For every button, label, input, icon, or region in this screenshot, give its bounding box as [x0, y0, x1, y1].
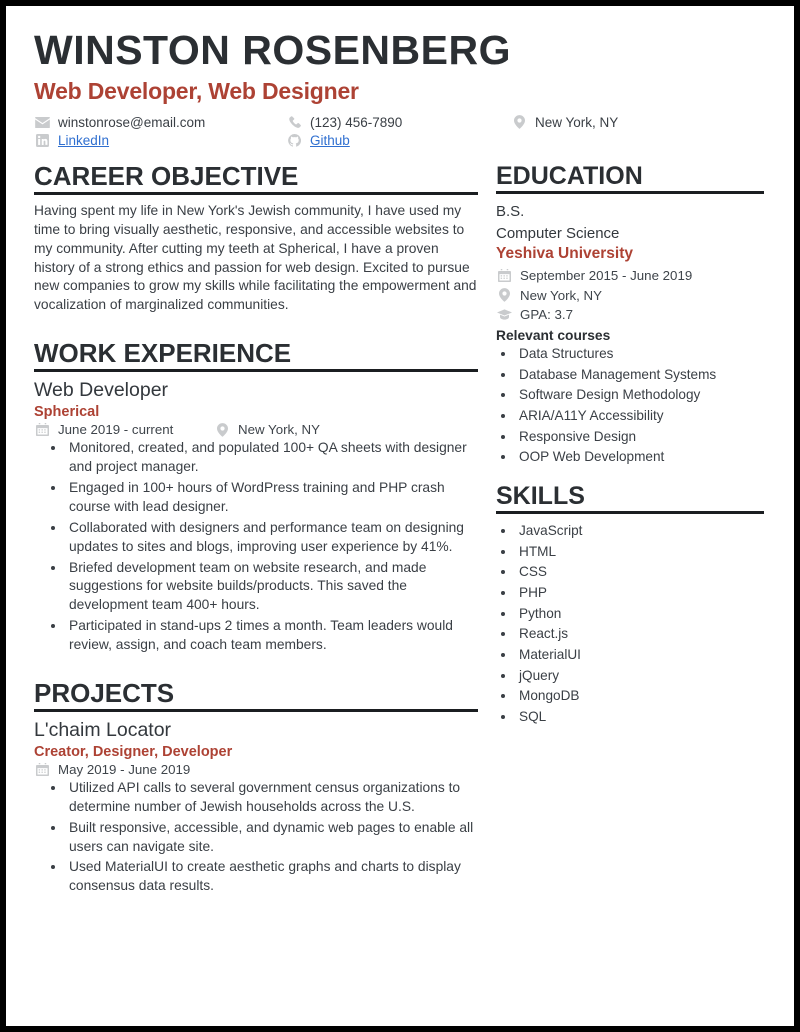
education-gpa: GPA: 3.7 — [520, 306, 573, 322]
list-item: • PHP — [516, 583, 764, 604]
skills-list — [496, 521, 764, 728]
section-skills — [496, 482, 764, 728]
contact-phone — [286, 115, 511, 130]
resume-body — [34, 162, 766, 898]
education-dates: September 2015 - June 2019 — [520, 268, 693, 284]
section-rule — [34, 369, 478, 372]
job-role: Web Developer — [34, 379, 169, 402]
calendar-icon — [34, 422, 51, 437]
education-location-wrap — [496, 286, 764, 305]
contact-row-secondary — [34, 133, 766, 148]
projects-title: PROJECTS — [34, 677, 175, 708]
section-rule — [496, 191, 764, 194]
list-item: • React.js — [516, 624, 764, 645]
project-bullets — [34, 779, 478, 896]
candidate-tagline: Web Developer, Web Designer — [34, 77, 359, 104]
contact-info — [34, 115, 766, 148]
list-item: • ARIA/A11Y Accessibility — [516, 406, 764, 427]
section-career-objective — [34, 162, 478, 315]
project-dates-wrap — [34, 762, 190, 777]
section-projects — [34, 679, 478, 896]
list-item: • Engaged in 100+ hours of WordPress training and PHP crash course with lead designer. — [66, 479, 478, 517]
phone-icon — [286, 115, 303, 130]
spacer — [496, 468, 764, 482]
phone-text: (123) 456-7890 — [310, 114, 403, 130]
career-objective-text: Having spent my life in New York's Jewish community, I have used my time to bring visually aesthetic, responsive, and accessible websites to my community. After cutting my teeth at Spherical, I have a proven history of a strong ethics and passion for web design. Excited to pursue new companies to grow my skills while facilitating the empowerment and vocalization of marginalized communities. — [34, 202, 477, 313]
calendar-icon — [496, 268, 513, 283]
contact-row-primary — [34, 115, 766, 130]
calendar-icon — [34, 762, 51, 777]
left-column — [34, 162, 496, 898]
job-entry — [34, 379, 478, 655]
list-item: • Briefed development team on website research, and made suggestions for website builds/products. This saved the development team 400+ hours. — [66, 559, 478, 616]
job-dates-wrap — [34, 422, 214, 437]
section-rule — [34, 192, 478, 195]
right-column — [496, 162, 764, 898]
job-bullets — [34, 439, 478, 655]
project-meta — [34, 762, 478, 777]
linkedin-icon — [34, 133, 51, 148]
envelope-icon — [34, 115, 51, 130]
project-entry — [34, 719, 478, 896]
list-item: • MaterialUI — [516, 645, 764, 666]
project-name: L'chaim Locator — [34, 719, 172, 742]
job-location-wrap — [214, 422, 320, 437]
map-pin-icon — [511, 115, 528, 130]
job-meta — [34, 422, 478, 437]
list-item: • Python — [516, 604, 764, 625]
education-school: Yeshiva University — [496, 245, 633, 263]
job-company: Spherical — [34, 404, 100, 421]
list-item: • JavaScript — [516, 521, 764, 542]
list-item: • CSS — [516, 562, 764, 583]
education-degree: B.S. — [496, 202, 525, 220]
section-education — [496, 162, 764, 468]
career-objective-title: CAREER OBJECTIVE — [34, 160, 299, 191]
skills-title: SKILLS — [496, 481, 585, 510]
education-dates-wrap — [496, 266, 764, 285]
list-item: • Built responsive, accessible, and dynamic web pages to enable all users can navigate site. — [66, 819, 478, 857]
job-dates: June 2019 - current — [58, 422, 174, 438]
resume-header — [34, 27, 766, 148]
relevant-courses-list — [496, 344, 764, 468]
education-title: EDUCATION — [496, 161, 643, 190]
list-item: • Responsive Design — [516, 427, 764, 448]
project-dates: May 2019 - June 2019 — [58, 761, 191, 777]
list-item: • OOP Web Development — [516, 447, 764, 468]
section-work-experience — [34, 339, 478, 655]
contact-linkedin[interactable] — [34, 133, 286, 148]
section-rule — [34, 709, 478, 712]
list-item: • Used MaterialUI to create aesthetic graphs and charts to display consensus data results. — [66, 858, 478, 896]
list-item: • MongoDB — [516, 686, 764, 707]
candidate-name: WINSTON ROSENBERG — [34, 27, 511, 73]
contact-github[interactable] — [286, 133, 511, 148]
list-item: • Database Management Systems — [516, 365, 764, 386]
relevant-courses-heading: Relevant courses — [496, 328, 611, 344]
resume-page — [6, 6, 794, 1026]
list-item: • Software Design Methodology — [516, 385, 764, 406]
contact-email — [34, 115, 286, 130]
list-item: • SQL — [516, 707, 764, 728]
spacer — [34, 315, 478, 339]
email-text: winstonrose@email.com — [58, 114, 206, 130]
github-link[interactable]: Github — [310, 132, 350, 148]
list-item: • Data Structures — [516, 344, 764, 365]
spacer — [34, 657, 478, 679]
contact-location — [511, 115, 618, 130]
education-gpa-wrap — [496, 305, 764, 324]
list-item: • HTML — [516, 542, 764, 563]
map-pin-icon — [496, 288, 513, 303]
list-item: • Utilized API calls to several government census organizations to determine number of Jewish households across the U.S. — [66, 779, 478, 817]
project-role: Creator, Designer, Developer — [34, 743, 233, 760]
education-major: Computer Science — [496, 224, 620, 242]
job-location: New York, NY — [238, 422, 321, 438]
list-item: • Participated in stand-ups 2 times a month. Team leaders would review, assign, and coach team members. — [66, 617, 478, 655]
section-rule — [496, 511, 764, 514]
map-pin-icon — [214, 422, 231, 437]
location-text: New York, NY — [535, 114, 619, 130]
github-icon — [286, 133, 303, 148]
list-item: • Monitored, created, and populated 100+ QA sheets with designer and project manager. — [66, 439, 478, 477]
list-item: • Collaborated with designers and performance team on designing updates to sites and blogs, improving user experience by 41%. — [66, 519, 478, 557]
list-item: • jQuery — [516, 666, 764, 687]
graduation-cap-icon — [496, 307, 513, 322]
linkedin-link[interactable]: LinkedIn — [58, 132, 110, 148]
education-location: New York, NY — [520, 287, 603, 303]
work-experience-title: WORK EXPERIENCE — [34, 338, 292, 369]
